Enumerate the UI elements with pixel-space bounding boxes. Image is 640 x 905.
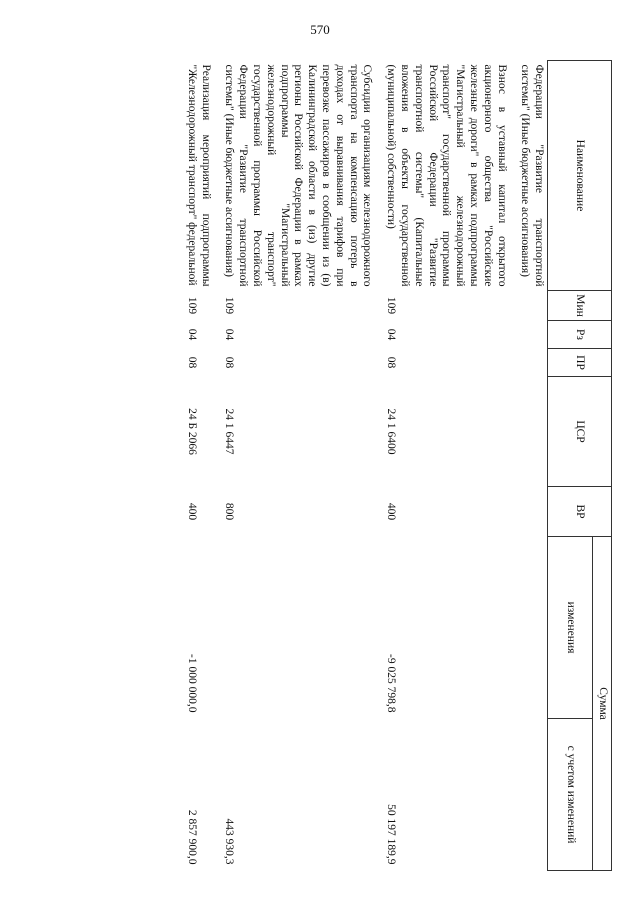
- row-total: 443 930,3: [223, 818, 236, 865]
- row-vr: [510, 487, 548, 537]
- row-csr: [510, 377, 548, 487]
- row-total: 50 197 189,9: [385, 804, 398, 865]
- row-pr: [510, 349, 548, 377]
- row-name: Субсидии организациям железнодорожного транспорта на компенсацию потерь в доходах от выравнивания тарифов при перевозке пассажиров в сообщении из (в) Калининградской области в (из) другие регионы Российской Федерации в рамках подпрограммы "Магистральный железнодорожный транспорт" государственной программы Российской Федерации "Развитие транспортной системы" (Иные бюджетные ассигнования): [223, 64, 374, 287]
- row-rz: 04: [223, 328, 236, 341]
- row-min: [510, 291, 548, 321]
- row-vr: 800: [223, 502, 236, 521]
- row-name: Федерации "Развитие транспортной системы" (Иные бюджетные ассигнования): [519, 64, 546, 287]
- header-changes: изменения: [548, 537, 593, 719]
- row-changes: -1 000 000,0: [185, 654, 198, 713]
- page-number: 570: [310, 22, 330, 37]
- row-vr: 400: [385, 502, 398, 521]
- row-min: 109: [385, 296, 398, 315]
- row-min: 109: [185, 296, 198, 315]
- header-with-changes: с учетом изменений: [548, 719, 593, 871]
- header-pr: ПР: [548, 349, 612, 377]
- row-changes: -9 025 798,8: [385, 654, 398, 713]
- row-name: Реализация мероприятий подпрограммы "Железнодорожный транспорт" федеральной: [185, 64, 212, 287]
- table-row: [214, 61, 376, 871]
- header-csr: ЦСР: [548, 377, 612, 487]
- row-rz: 04: [385, 328, 398, 341]
- row-pr: 08: [223, 356, 236, 369]
- row-rz: [510, 321, 548, 349]
- header-vr: ВР: [548, 487, 612, 537]
- rotated-page-content: [32, 60, 612, 870]
- row-total: [510, 719, 548, 871]
- row-changes: [214, 537, 376, 719]
- row-pr: 08: [185, 356, 198, 369]
- row-csr: 24 Б 2066: [185, 408, 198, 455]
- row-rz: 04: [185, 328, 198, 341]
- row-csr: 24 1 6400: [385, 408, 398, 455]
- row-vr: 400: [185, 502, 198, 521]
- table-row: [176, 61, 214, 871]
- header-name: Наименование: [548, 61, 612, 291]
- budget-table: [176, 60, 612, 871]
- header-min: Мин: [548, 291, 612, 321]
- row-min: 109: [223, 296, 236, 315]
- row-pr: 08: [385, 356, 398, 369]
- row-name: Взнос в уставный капитал открытого акционерного общества "Российские железные дороги" в рамках подпрограммы "Магистральный железнодорожный транспорт" государственной программы Российской Федерации "Развитие транспортной системы" (Капитальные вложения в объекты государственной (муниципальной) собственности): [385, 64, 508, 287]
- row-csr: 24 1 6447: [223, 408, 236, 455]
- table-row: [375, 61, 509, 871]
- header-summa: Сумма: [593, 537, 612, 871]
- row-total: 2 857 900,0: [185, 809, 198, 865]
- row-changes: [510, 537, 548, 719]
- table-row: [510, 61, 548, 871]
- header-rz: Рз: [548, 321, 612, 349]
